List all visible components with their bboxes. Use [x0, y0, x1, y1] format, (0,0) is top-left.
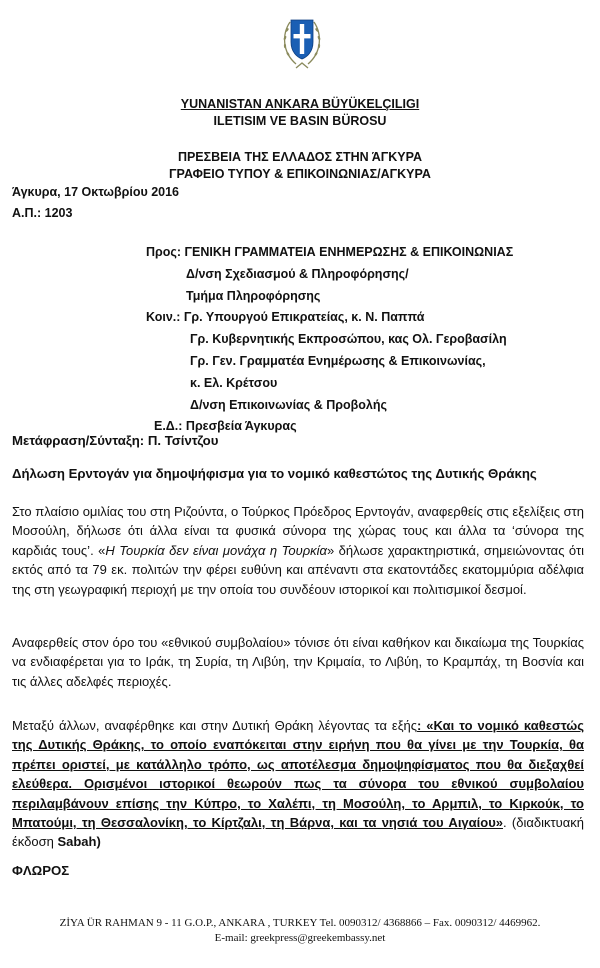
paragraph-1 — [12, 502, 584, 599]
paragraph-3-text-b: . (διαδικτυακή έκδοση — [12, 815, 585, 850]
to-recipient-2: Δ/νση Σχεδιασμού & Πληροφόρησης/ — [186, 267, 409, 281]
cc-recipient-5: Δ/νση Επικοινωνίας & Προβολής — [190, 398, 387, 412]
header-gr-line2: ΓΡΑΦΕΙΟ ΤΥΠΟΥ & ΕΠΙΚΟΙΝΩΝΙΑΣ/ΑΓΚΥΡΑ — [169, 167, 431, 181]
footer-email: E-mail: greekpress@greekembassy.net — [214, 932, 386, 944]
paragraph-1-text-b: » δήλωσε χαρακτηριστικά, σημειώνοντας ότι εκτός από τα 79 εκ. πολιτών την φέρει ευθύνη και απέναντι στα εκατοντάδες εκατομμύρια αδέλφια της στη γεωγραφική περιοχή με την οποία του συνδέουν ιστορικοί και πολιτισμικοί δεσμοί. — [12, 542, 585, 597]
cc-recipient-4: κ. Ελ. Κρέτσου — [190, 376, 278, 390]
cc-recipient-3: Γρ. Γεν. Γραμματέα Ενημέρωσης & Επικοινωνίας, — [190, 354, 486, 368]
paragraph-1-text-a: Στο πλαίσιο ομιλίας του στη Ριζούντα, ο Τούρκος Πρόεδρος Ερντογάν, αναφερθείς στις εξελίξεις στη Μοσούλη, δήλωσε ότι άλλα είναι τα φυσικά σύνορα της χώρας τους και άλλα τα ‘σύνορα της καρδιάς τους’. « — [12, 504, 584, 558]
paragraph-3-source: Sabah) — [57, 834, 101, 850]
signature: ΦΛΩΡΟΣ — [12, 863, 70, 878]
translator-line: Μετάφραση/Σύνταξη: Π. Τσίντζου — [12, 433, 219, 448]
document-title: Δήλωση Ερντογάν για δημοψήφισμα για το νομικό καθεστώτος της Δυτικής Θράκης — [12, 466, 537, 481]
header-gr-line1: ΠΡΕΣΒΕΙΑ ΤΗΣ ΕΛΛΑΔΟΣ ΣΤΗΝ ΆΓΚΥΡΑ — [177, 150, 423, 164]
cc-line-1 — [146, 309, 424, 326]
paragraph-3-text-a: Μεταξύ άλλων, αναφέρθηκε και στην Δυτική Θράκη λέγοντας τα εξής — [12, 718, 418, 733]
greek-coat-of-arms-icon — [280, 8, 324, 72]
to-recipient-1: ΓΕΝΙΚΗ ΓΡΑΜΜΑΤΕΙΑ ΕΝΗΜΕΡΩΣΗΣ & ΕΠΙΚΟΙΝΩΝΙΑΣ — [184, 245, 514, 259]
to-recipient-3: Τμήμα Πληροφόρησης — [186, 289, 321, 303]
cc-recipient-2: Γρ. Κυβερνητικής Εκπροσώπου, κας Ολ. Γεροβασίλη — [190, 332, 507, 346]
ed-label: Ε.Δ.: — [154, 419, 183, 433]
footer-address: ZİYA ÜR RAHMAN 9 - 11 G.O.P., ANKARA , TURKEY Tel. 0090312/ 4368866 – Fax. 0090312/ 4469962. — [59, 917, 541, 929]
cc-recipient-1: Γρ. Υπουργού Επικρατείας, κ. Ν. Παππά — [183, 310, 425, 324]
document-date: Άγκυρα, 17 Οκτωβρίου 2016 — [12, 185, 180, 199]
reference-number: Α.Π.: 1203 — [12, 206, 73, 220]
ed-recipient: Πρεσβεία Άγκυρας — [185, 419, 297, 433]
to-label: Προς: — [146, 245, 182, 259]
header-tr-line1: YUNANISTAN ANKARA BÜYÜKELÇILIGI — [180, 97, 420, 111]
paragraph-3 — [12, 716, 584, 852]
to-line-1 — [146, 244, 513, 261]
paragraph-2: Αναφερθείς στον όρο του «εθνικού συμβολαίου» τόνισε ότι είναι καθήκον και δικαίωμα της Τουρκίας να ενδιαφέρεται για το Ιράκ, τη Συρία, τη Λιβύη, την Κριμαία, το Λιβύη, το Κραμπάχ, τη Βοσνία και τις άλλες αδελφές περιοχές. — [12, 635, 584, 689]
header-tr-line2: ILETISIM VE BASIN BÜROSU — [213, 114, 387, 128]
cc-label: Κοιν.: — [146, 310, 181, 324]
paragraph-1-italic-quote: Η Τουρκία δεν είναι μονάχα η Τουρκία — [105, 542, 327, 558]
paragraph-3-bold-quote: : «Και το νομικό καθεστώς της Δυτικής Θράκης, το οποίο εναπόκειται στην ειρήνη που θα γίνει με την Τουρκία, θα πρέπει οριστεί, με κατάλληλο τρόπο, ως αποτέλεσμα δημοψηφίσματος που θα διεξαχθεί ελεύθερα. Ορισμένοι ιστορικοί θεωρούν πως τα σύνορα του εθνικού συμβολαίου περιλαμβάνουν επίσης την Κύπρο, το Χαλέπι, τη Μοσούλη, το Αρμπιλ, το Κιρκούκ, το Μπατούμι, τη Θεσσαλονίκη, το Κίρτζαλι, τη Βάρνα, και τα νησιά του Αιγαίου» — [12, 718, 584, 831]
